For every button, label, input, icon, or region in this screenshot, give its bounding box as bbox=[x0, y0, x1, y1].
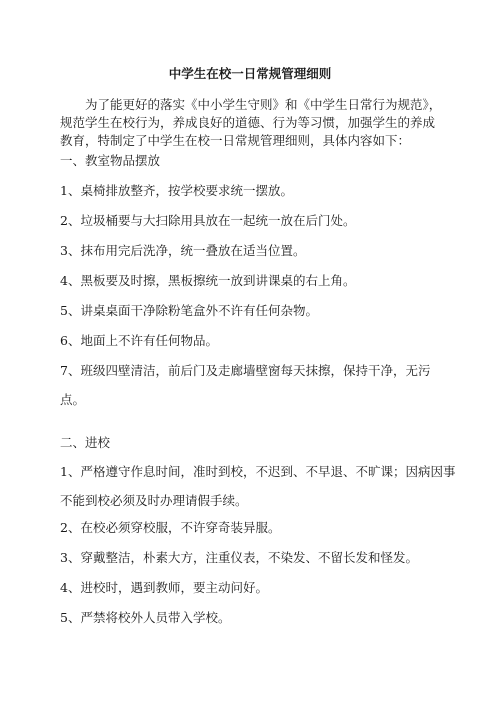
section1-item-7 bbox=[60, 356, 432, 414]
section1-heading: 一、教室物品摆放 bbox=[60, 153, 161, 168]
section2-item-2: 2、在校必须穿校服，不许穿奇装异服。 bbox=[60, 520, 281, 535]
section1-item-7-text: 7、班级四壁清洁，前后门及走廊墙壁窗每天抹擦，保持干净，无污点。 bbox=[60, 363, 431, 407]
document-title: 中学生在校一日常规管理细则 bbox=[168, 66, 332, 81]
section1-item-2: 2、垃圾桶要与大扫除用具放在一起统一放在后门处。 bbox=[60, 213, 356, 228]
section2-item-1-text: 1、严格遵守作息时间，准时到校，不迟到、不早退、不旷课；因病因事不能到校必须及时办理请假手续。 bbox=[60, 464, 456, 508]
section2-item-3: 3、穿戴整洁，朴素大方，注重仪表，不染发、不留长发和怪发。 bbox=[60, 550, 418, 565]
section2-item-1 bbox=[60, 457, 460, 515]
section1-item-1: 1、桌椅排放整齐，按学校要求统一摆放。 bbox=[60, 183, 293, 198]
section1-item-4: 4、黑板要及时擦，黑板擦统一放到讲课桌的右上角。 bbox=[60, 273, 356, 288]
section2-item-4: 4、进校时，遇到教师，要主动问好。 bbox=[60, 580, 268, 595]
section1-item-6: 6、地面上不许有任何物品。 bbox=[60, 333, 218, 348]
section1-item-3: 3、抹布用完后洗净，统一叠放在适当位置。 bbox=[60, 243, 306, 258]
section2-heading: 二、进校 bbox=[60, 435, 111, 450]
section1-item-5: 5、讲桌桌面干净除粉笔盒外不许有任何杂物。 bbox=[60, 303, 318, 318]
intro-paragraph: 为了能更好的落实《中小学生守则》和《中学生日常行为规范》，规范学生在校行为，养成良好的道德、行为等习惯，加强学生的养成教育，特制定了中学生在校一日常规管理细则，具体内容如下： bbox=[60, 97, 442, 148]
section2-item-5: 5、严禁将校外人员带入学校。 bbox=[60, 610, 231, 625]
